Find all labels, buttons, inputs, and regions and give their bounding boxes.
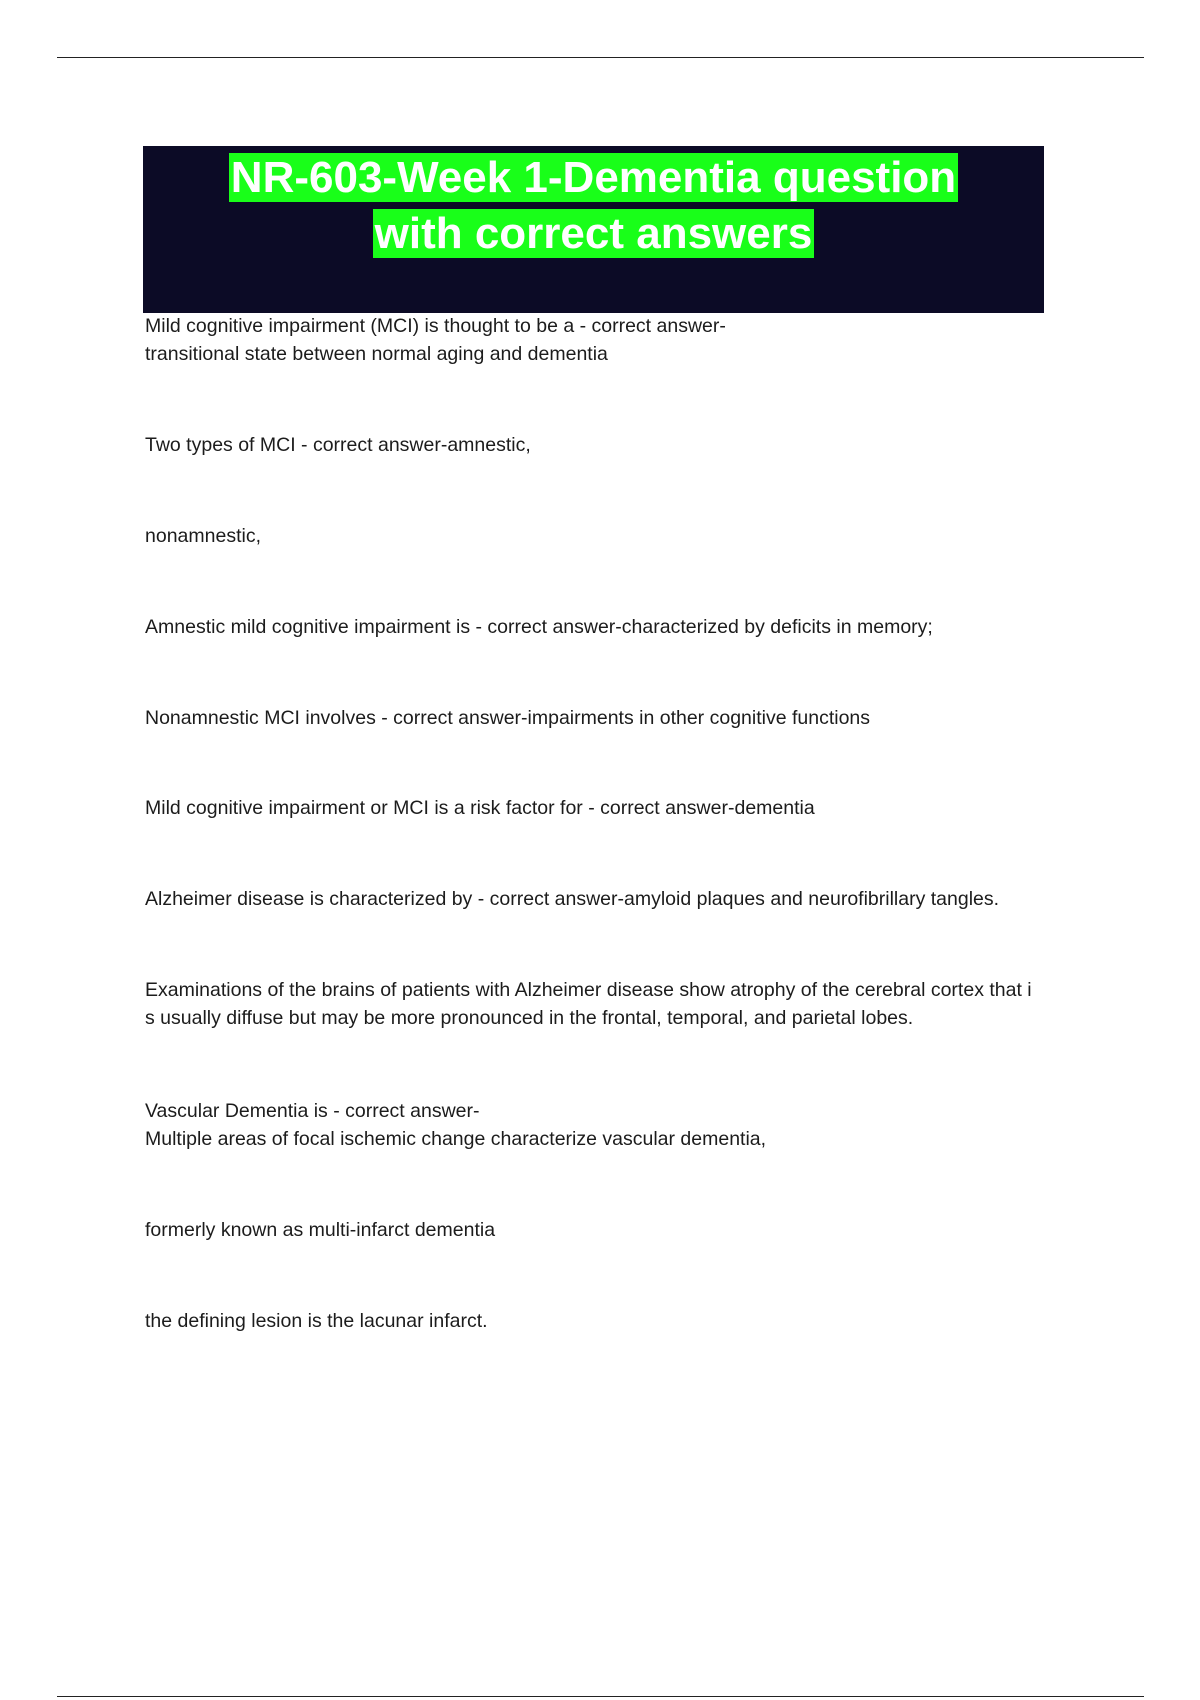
qa-entry-alzheimer-exam [145, 976, 1095, 1032]
qa-entry-amnestic-mci [145, 613, 1095, 641]
qa-entry-lacunar-infarct [145, 1307, 1095, 1335]
qa-entry-multi-infarct [145, 1216, 1095, 1244]
qa-line: transitional state between normal aging and dementia [145, 343, 608, 365]
document-title [143, 150, 1044, 262]
qa-entry-nonamnestic-mci [145, 704, 1095, 732]
qa-entry-mci-types [145, 431, 1095, 459]
qa-line: formerly known as multi-infarct dementia [145, 1219, 496, 1241]
qa-entry-mci-risk [145, 794, 1095, 822]
qa-line: Nonamnestic MCI involves - correct answer-impairments in other cognitive functions [145, 707, 871, 729]
qa-line: Vascular Dementia is - correct answer- [145, 1100, 480, 1122]
qa-line: Alzheimer disease is characterized by - correct answer-amyloid plaques and neurofibrillary tangles. [145, 888, 1000, 910]
qa-line: Amnestic mild cognitive impairment is - correct answer-characterized by deficits in memory; [145, 616, 933, 638]
qa-line: Multiple areas of focal ischemic change characterize vascular dementia, [145, 1128, 767, 1150]
title-line-1: NR-603-Week 1-Dementia question [230, 153, 957, 202]
qa-line: Two types of MCI - correct answer-amnestic, [145, 434, 531, 456]
title-banner [143, 146, 1044, 313]
header-rule [57, 57, 1144, 58]
title-line-2: with correct answers [374, 209, 813, 258]
qa-entry-nonamnestic [145, 522, 1095, 550]
qa-line: the defining lesion is the lacunar infarct. [145, 1310, 488, 1332]
qa-entry-alzheimer [145, 885, 1095, 913]
qa-entry-mci-definition [145, 312, 1095, 368]
qa-entry-vascular-dementia [145, 1097, 1095, 1153]
qa-line: Examinations of the brains of patients with Alzheimer disease show atrophy of the cerebral cortex that i [145, 979, 1032, 1001]
footer-rule [57, 1696, 1144, 1697]
qa-line: Mild cognitive impairment or MCI is a risk factor for - correct answer-dementia [145, 797, 815, 819]
qa-line: Mild cognitive impairment (MCI) is thought to be a - correct answer- [145, 315, 726, 337]
qa-line: nonamnestic, [145, 525, 261, 547]
qa-line: s usually diffuse but may be more pronounced in the frontal, temporal, and parietal lobes. [145, 1007, 914, 1029]
